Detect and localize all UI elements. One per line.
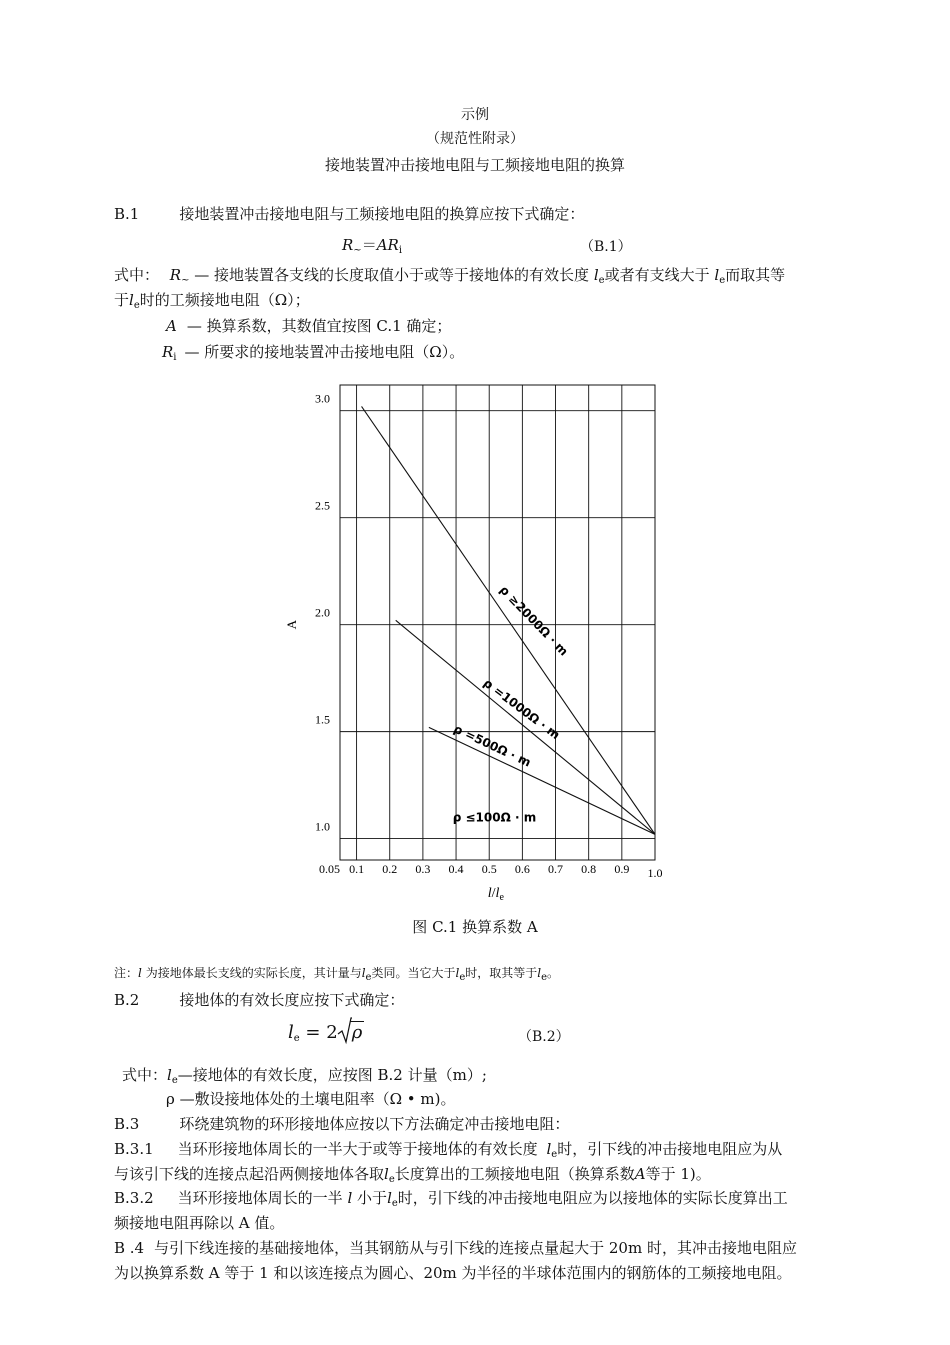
where-ri-definition: $R_i$ — 所要求的接地装置冲击接地电阻（Ω）。 [162,343,465,363]
formula-tag-b2: （B.2） [518,1029,570,1045]
x-tick-label: 0.8 [581,862,597,876]
x-tick-label: 0.1 [349,862,365,876]
series-line [396,620,655,834]
y-axis-label: A [284,619,299,630]
annex-type: （规范性附录） [426,131,524,147]
annex-label: 示例 [461,107,489,123]
plot-frame [340,385,655,860]
where-a-definition: A — 换算系数，其数值宜按图 C.1 确定； [166,317,452,335]
y-tick-label: 1.0 [315,819,330,834]
section-text: 接地装置冲击接地电阻与工频接地电阻的换算应按下式确定： [179,205,585,223]
where-rho-definition: ρ —敷设接地体处的土壤电阻率（Ω • m)。 [166,1090,456,1108]
section-b2: B.2 接地体的有效长度应按下式确定： [114,991,405,1009]
y-tick-label: 1.5 [315,712,330,727]
annex-title: 接地装置冲击接地电阻与工频接地电阻的换算 [324,156,625,174]
curve-label: ρ ≤100Ω · m [452,810,537,825]
y-tick-label: 2.0 [315,605,330,620]
section-b3-1: B.3.1 当环形接地体周长的一半大于或等于接地体的有效长度 $l_e$时，引下线的冲击接地电阻应为从 与该引下线的连接点起沿两侧接地体各取$l_e$长度算出的工频接地电阻（换算系数A等于 1)。 [114,1140,783,1185]
section-b3: B.3 环绕建筑物的环形接地体应按以下方法确定冲击接地电阻： [114,1115,570,1133]
x-tick-label: 0.6 [514,862,530,876]
section-number: B.1 [114,205,140,223]
series-line [362,406,655,834]
curve-label: ρ ≥2000Ω · m [496,582,571,659]
x-tick-label: 0.9 [614,862,630,876]
section-b4: B .4 与引下线连接的基础接地体，当其钢筋从与引下线的连接点量起大于 20m 时，其冲击接地电阻应 为以换算系数 A 等于 1 和以该连接点为圆心、20m 为半径的半球体范围内的钢筋体的工频接地电阻。 [114,1239,797,1282]
x-tick-label: 0.5 [481,862,497,876]
where-r-definition: 式中： $R_\sim$ — 接地装置各支线的长度取值小于或等于接地体的有效长度 $l_e$或者有支线大于 $l_e$而取其等 于$l_e$时的工频接地电阻（Ω）； [114,266,786,311]
figure-note: 注：l 为接地体最长支线的实际长度，其计量与$l_e$类同。当它大于$l_e$时，取其等于$l_e$。 [114,966,560,983]
x-tick-label: 1.0 [647,866,663,880]
formula-tag-b1: （B.1） [580,239,632,255]
chart-c1 [284,380,690,910]
radical-sign-icon [338,1018,352,1044]
y-tick-label: 2.5 [315,498,330,513]
section-b1 [114,202,862,227]
formula-b1: $R_\sim=AR_i$ [342,236,403,256]
x-tick-label: 0.4 [448,862,464,876]
x-tick-label: 0.3 [415,862,431,876]
x-tick-label: 0.05 [319,862,340,876]
x-tick-label: 0.7 [548,862,564,876]
curve-label: ρ =1000Ω · m [480,675,563,743]
y-tick-label: 3.0 [315,391,330,406]
section-b3-2: B.3.2 当环形接地体周长的一半 l 小于$l_e$时，引下线的冲击接地电阻应为以接地体的实际长度算出工 频接地电阻再除以 A 值。 [114,1189,788,1232]
x-axis-label: $l/l_e$ [487,886,504,903]
curve-label: ρ =500Ω · m [451,721,534,770]
formula-b2: $l_e = 2$ ρ [288,1022,364,1043]
x-tick-label: 0.2 [382,862,398,876]
sqrt-icon: ρ [338,1022,365,1043]
figure-caption: 图 C.1 换算系数 A [412,918,538,936]
where-le-definition: 式中：$l_e—$接地体的有效长度，应按图 B.2 计量（m）; [122,1066,487,1086]
